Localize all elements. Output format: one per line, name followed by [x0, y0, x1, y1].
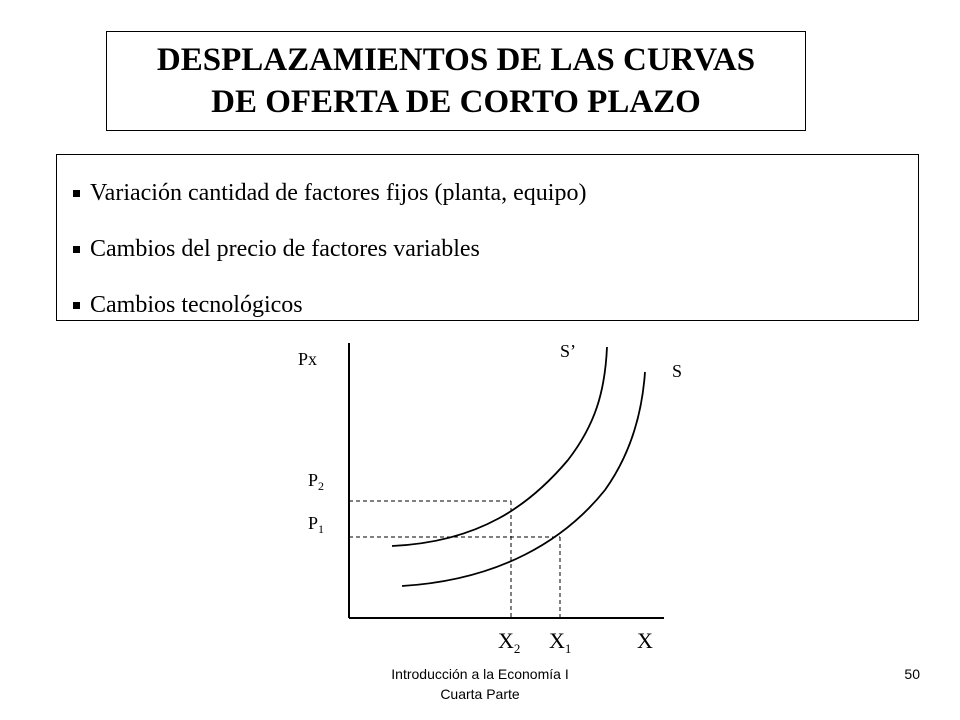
p2-subscript: 2: [318, 479, 325, 493]
x-axis-label: X: [637, 628, 653, 653]
x1-label: [549, 628, 571, 656]
curve-original-label: S: [672, 361, 683, 381]
supply-curve-original: [402, 372, 645, 586]
curve-shifted-label: S’: [560, 341, 577, 361]
p1-subscript: 1: [318, 522, 325, 536]
x1-letter: X: [549, 628, 565, 653]
x2-subscript: 2: [513, 641, 521, 656]
x2-letter: X: [498, 628, 514, 653]
bullet-text: Cambios del precio de factores variables: [90, 235, 480, 262]
p1-label: [308, 513, 324, 536]
slide-title-line-2: DE OFERTA DE CORTO PLAZO: [211, 84, 701, 120]
supply-curve-shifted: [392, 347, 607, 546]
p1-letter: P: [308, 513, 319, 533]
bullet-text: Variación cantidad de factores fijos (planta, equipo): [90, 179, 587, 206]
slide-title-line-1: DESPLAZAMIENTOS DE LAS CURVAS: [156, 42, 756, 78]
x1-subscript: 1: [564, 641, 572, 656]
p2-label: [308, 470, 324, 493]
page-number: 50: [904, 666, 920, 682]
y-axis-label: Px: [298, 349, 318, 369]
footer-course-title: Introducción a la Economía I: [391, 666, 569, 682]
bullet-text: Cambios tecnológicos: [90, 291, 303, 318]
slide-footer: [300, 664, 660, 704]
x2-label: [498, 628, 520, 656]
footer-course-part: Cuarta Parte: [440, 686, 520, 702]
p2-letter: P: [308, 470, 319, 490]
